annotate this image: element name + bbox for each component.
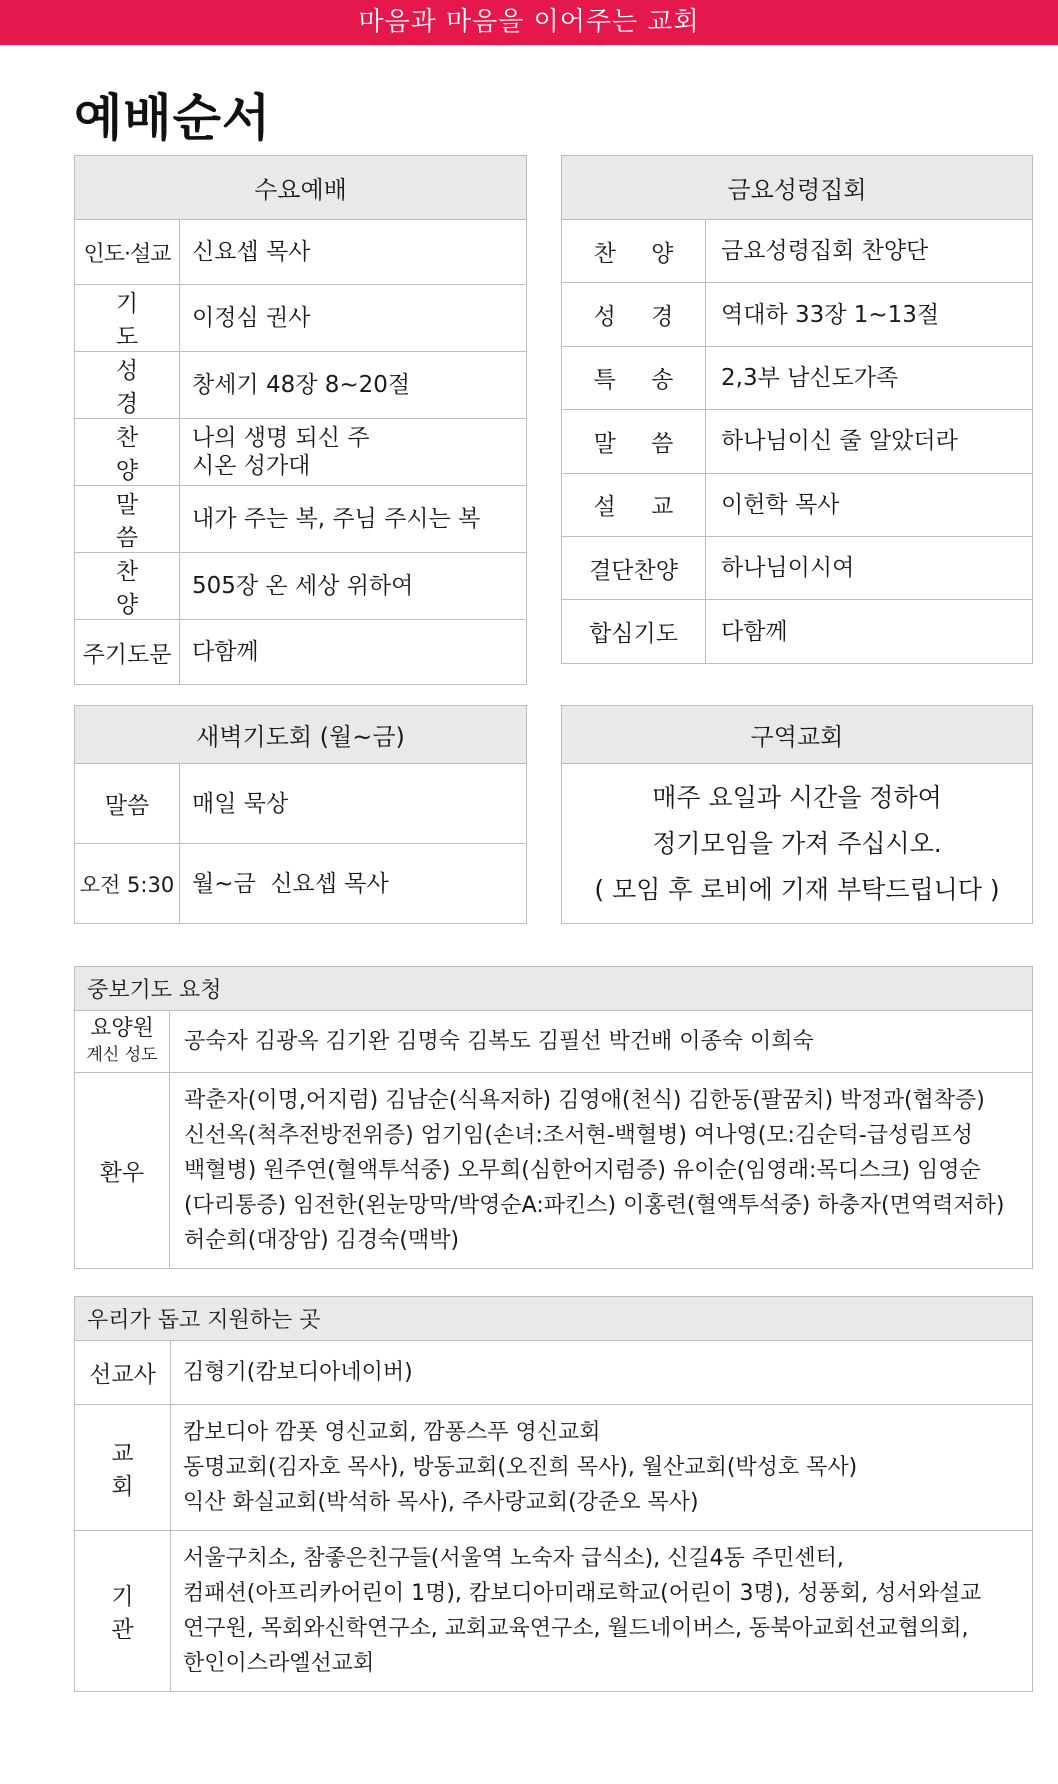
table-row: [75, 419, 527, 486]
row-label: 합심기도: [562, 600, 706, 663]
organization-line: 컴패션(아프리카어린이 1명), 캄보디아미래로학교(어린이 3명), 성풍회, 성서와설교: [183, 1581, 982, 1606]
nursing-home-label: [75, 1011, 170, 1073]
intercessory-prayer-table: [74, 966, 1033, 1269]
support-table: [74, 1296, 1033, 1692]
nursing-label-line: 계신 성도: [86, 1044, 158, 1065]
row-value: 금요성령집회 찬양단: [706, 220, 1033, 283]
row-label: 오전 5:30: [75, 844, 180, 924]
row-label: 찬 양: [562, 220, 706, 283]
support-heading: 우리가 돕고 지원하는 곳: [75, 1297, 1033, 1341]
table-row: [75, 1531, 1033, 1692]
organization-label: 기 관: [75, 1531, 171, 1692]
table-row: [75, 285, 527, 352]
row-value: 505장 온 세상 위하여: [180, 553, 527, 620]
row-label: 말 씀: [562, 410, 706, 473]
row-value: 이정심 권사: [180, 285, 527, 352]
table-row: [75, 352, 527, 419]
wednesday-service-table: [74, 155, 527, 685]
patients-label: 환우: [75, 1073, 170, 1269]
page-title: 예배순서: [74, 89, 272, 147]
district-church-notice: [562, 764, 1033, 924]
church-label: 교 회: [75, 1405, 171, 1531]
organization-line: 연구원, 목회와신학연구소, 교회교육연구소, 월드네이버스, 동북아교회선교협의회,: [183, 1616, 969, 1641]
row-value: 하나님이시여: [706, 536, 1033, 599]
table-row: [75, 220, 527, 285]
row-label: 말씀: [75, 764, 180, 844]
patients-line: 신선옥(척추전방전위증) 엄기임(손녀:조서현-백혈병) 여나영(모:김순덕-급성림프성: [184, 1123, 973, 1148]
patients-list: [170, 1073, 1033, 1269]
row-value: [180, 419, 527, 486]
patients-line: (다리통증) 임전한(왼눈망막/박영순A:파킨스) 이홍련(혈액투석중) 하충자(면역력저하): [184, 1193, 1005, 1218]
row-value: 월~금 신요셉 목사: [180, 844, 527, 924]
table-row: [562, 410, 1033, 473]
row-value: 창세기 48장 8~20절: [180, 352, 527, 419]
notice-line: 정기모임을 가져 주십시오.: [652, 828, 942, 858]
nursing-label-line: 요양원: [90, 1015, 154, 1041]
table-row: [562, 220, 1033, 283]
table-row: [75, 844, 527, 924]
table-row: [562, 346, 1033, 409]
row-label: 인도·설교: [75, 220, 180, 285]
table-row: [75, 1073, 1033, 1269]
row-value: 2,3부 남신도가족: [706, 346, 1033, 409]
dawn-prayer-heading: 새벽기도회 (월~금): [75, 706, 527, 764]
table-row: [75, 1405, 1033, 1531]
row-value: 내가 주는 복, 주님 주시는 복: [180, 486, 527, 553]
row-value: 역대하 33장 1~13절: [706, 283, 1033, 346]
row-label: 특 송: [562, 346, 706, 409]
wednesday-service-heading: 수요예배: [75, 156, 527, 220]
table-row: [562, 536, 1033, 599]
table-row: [75, 1341, 1033, 1405]
table-row: [562, 600, 1033, 663]
table-row: [75, 486, 527, 553]
table-row: [562, 473, 1033, 536]
table-row: [75, 620, 527, 685]
row-label: 주기도문: [75, 620, 180, 685]
friday-service-table: [561, 155, 1033, 664]
church-line: 캄보디아 깜폿 영신교회, 깜퐁스푸 영신교회: [183, 1420, 601, 1445]
nursing-home-names: 공숙자 김광옥 김기완 김명숙 김복도 김필선 박건배 이종숙 이희숙: [170, 1011, 1033, 1073]
missionary-name: 김형기(캄보디아네이버): [171, 1341, 1033, 1405]
church-list: [171, 1405, 1033, 1531]
row-value: 하나님이신 줄 알았더라: [706, 410, 1033, 473]
organization-line: 한인이스라엘선교회: [183, 1651, 375, 1676]
notice-line: ( 모임 후 로비에 기재 부탁드립니다 ): [594, 874, 1000, 904]
top-banner: 마음과 마음을 이어주는 교회: [0, 0, 1058, 45]
row-value: 신요셉 목사: [180, 220, 527, 285]
missionary-label: 선교사: [75, 1341, 171, 1405]
patients-line: 허순희(대장암) 김경숙(맥박): [184, 1228, 460, 1253]
table-row: [75, 1011, 1033, 1073]
patients-line: 곽춘자(이명,어지럼) 김남순(식욕저하) 김영애(천식) 김한동(팔꿈치) 박정과(협착증): [184, 1088, 985, 1113]
district-church-table: [561, 705, 1033, 924]
table-row: [562, 283, 1033, 346]
notice-line: 매주 요일과 시간을 정하여: [652, 782, 942, 812]
choir-name: 시온 성가대: [192, 453, 311, 479]
dawn-prayer-table: [74, 705, 527, 924]
church-line: 동명교회(김자호 목사), 방동교회(오진희 목사), 월산교회(박성호 목사): [183, 1455, 858, 1480]
row-value: 이헌학 목사: [706, 473, 1033, 536]
row-label: 말 씀: [75, 486, 180, 553]
table-row: [75, 764, 527, 844]
row-label: 설 교: [562, 473, 706, 536]
church-line: 익산 화실교회(박석하 목사), 주사랑교회(강준오 목사): [183, 1490, 699, 1515]
organization-list: [171, 1531, 1033, 1692]
row-label: 찬 양: [75, 419, 180, 486]
row-value: 다함께: [180, 620, 527, 685]
friday-service-heading: 금요성령집회: [562, 156, 1033, 220]
row-label: 찬 양: [75, 553, 180, 620]
row-label: 성 경: [562, 283, 706, 346]
row-value: 매일 묵상: [180, 764, 527, 844]
patients-line: 백혈병) 원주연(혈액투석중) 오무희(심한어지럼증) 유이순(임영래:목디스크) 임영순: [184, 1158, 981, 1183]
intercessory-prayer-heading: 중보기도 요청: [75, 967, 1033, 1011]
row-label: 결단찬양: [562, 536, 706, 599]
district-church-heading: 구역교회: [562, 706, 1033, 764]
table-row: [75, 553, 527, 620]
row-label: 기 도: [75, 285, 180, 352]
row-label: 성 경: [75, 352, 180, 419]
hymn-title: 나의 생명 되신 주: [192, 425, 370, 451]
row-value: 다함께: [706, 600, 1033, 663]
organization-line: 서울구치소, 참좋은친구들(서울역 노숙자 급식소), 신길4동 주민센터,: [183, 1546, 844, 1571]
